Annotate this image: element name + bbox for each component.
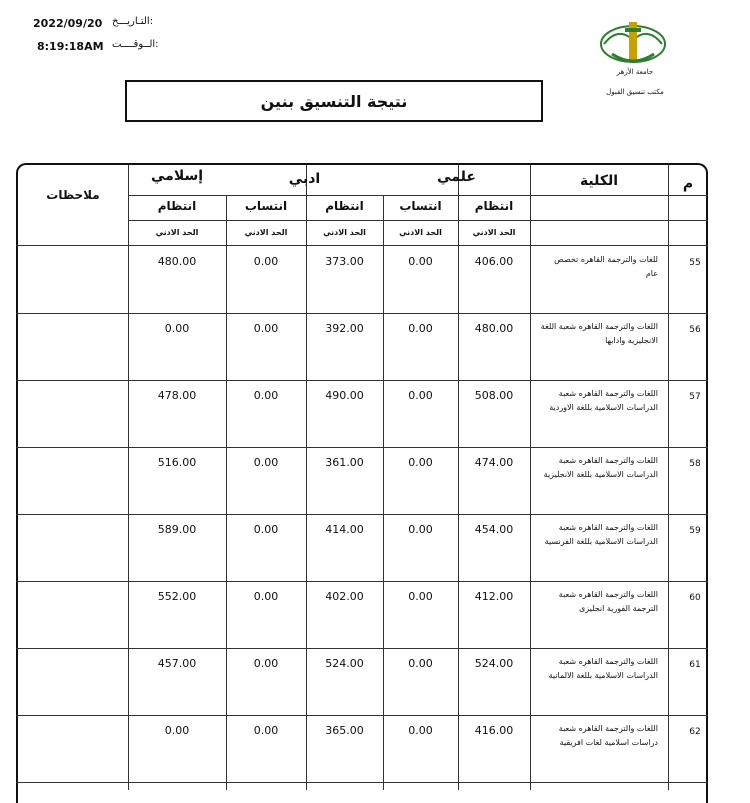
lit-regular-value: 361.00 xyxy=(325,456,364,469)
sci-regular-value: 474.00 xyxy=(474,456,514,469)
sci-regular-value: 412.00 xyxy=(474,590,514,603)
sci-regular-value: 480.00 xyxy=(474,322,514,335)
row-index: 56 xyxy=(689,325,701,335)
lit-regular-value: 524.00 xyxy=(325,657,364,670)
isl-regular-value: 478.00 xyxy=(157,389,197,402)
header-min-grade: الحد الادني xyxy=(472,228,516,237)
header-isl-regular: انتظام xyxy=(157,199,197,213)
row-rule xyxy=(16,447,708,448)
column-rule xyxy=(226,195,227,790)
row-college: اللغات والترجمة القاهره شعبة الدراسات الاسلامية بللغة الالمانية xyxy=(548,657,658,680)
header-scientific: علمي xyxy=(437,169,476,185)
row-rule xyxy=(16,581,708,582)
time-label: الــوقــــت: xyxy=(112,39,159,50)
column-rule xyxy=(530,165,531,790)
row-index: 60 xyxy=(689,593,701,603)
lit-regular-value: 414.00 xyxy=(325,523,364,536)
isl-regular-value: 457.00 xyxy=(157,657,197,670)
sci-affiliation-value: 0.00 xyxy=(408,255,433,268)
header-sci-affiliation: انتساب xyxy=(399,199,442,213)
header-lit-regular: انتظام xyxy=(325,199,364,213)
header-college: الكلية xyxy=(579,173,619,189)
page-title-text: نتيجة التنسيق بنين xyxy=(260,91,408,111)
header-sci-regular: انتظام xyxy=(474,199,514,213)
sci-regular-value: 416.00 xyxy=(474,724,514,737)
row-college: للغات والترجمة القاهره تخصص عام xyxy=(554,255,658,278)
university-logo xyxy=(598,14,668,70)
header-rule xyxy=(128,220,708,221)
sci-regular-value: 524.00 xyxy=(474,657,514,670)
isl-regular-value: 0.00 xyxy=(164,724,190,737)
sci-regular-value: 406.00 xyxy=(474,255,514,268)
sci-affiliation-value: 0.00 xyxy=(408,590,433,603)
sci-regular-value: 508.00 xyxy=(474,389,514,402)
row-rule xyxy=(16,648,708,649)
lit-affiliation-value: 0.00 xyxy=(253,590,279,603)
sci-affiliation-value: 0.00 xyxy=(408,322,433,335)
isl-regular-value: 0.00 xyxy=(164,322,190,335)
column-rule xyxy=(668,165,669,790)
row-college: اللغات والترجمة القاهره شعبة الترجمة الفورية انجليزى xyxy=(558,590,658,613)
row-college: اللغات والترجمة القاهره شعبة الدراسات الاسلامية بللغة الفرنسية xyxy=(544,523,658,546)
column-rule xyxy=(383,195,384,790)
isl-regular-value: 589.00 xyxy=(157,523,197,536)
header-min-grade: الحد الادني xyxy=(155,228,199,237)
row-index: 58 xyxy=(689,459,701,469)
row-college: اللغات والترجمة القاهره شعبة دراسات اسلامية لغات افريقية xyxy=(558,724,658,747)
print-time: 8:19:18AM xyxy=(37,40,104,53)
lit-regular-value: 402.00 xyxy=(325,590,364,603)
row-index: 59 xyxy=(689,526,701,536)
row-index: 62 xyxy=(689,727,701,737)
lit-affiliation-value: 0.00 xyxy=(253,255,279,268)
lit-regular-value: 373.00 xyxy=(325,255,364,268)
lit-affiliation-value: 0.00 xyxy=(253,657,279,670)
lit-affiliation-value: 0.00 xyxy=(253,389,279,402)
row-index: 61 xyxy=(689,660,701,670)
lit-affiliation-value: 0.00 xyxy=(253,456,279,469)
row-index: 57 xyxy=(689,392,701,402)
isl-regular-value: 552.00 xyxy=(157,590,197,603)
header-lit-affiliation: انتساب xyxy=(244,199,288,213)
sci-affiliation-value: 0.00 xyxy=(408,657,433,670)
isl-regular-value: 516.00 xyxy=(157,456,197,469)
office-name: مكتب تنسيق القبول xyxy=(606,88,664,96)
isl-regular-value: 480.00 xyxy=(157,255,197,268)
row-rule xyxy=(16,715,708,716)
row-college: اللغات والترجمة القاهره شعبة اللغة الانجليزيه وادابها xyxy=(540,322,658,345)
sci-affiliation-value: 0.00 xyxy=(408,523,433,536)
lit-affiliation-value: 0.00 xyxy=(253,322,279,335)
lit-regular-value: 392.00 xyxy=(325,322,364,335)
lit-regular-value: 490.00 xyxy=(325,389,364,402)
page-title xyxy=(125,80,543,122)
row-college: اللغات والترجمة القاهره شعبة الدراسات الاسلامية بللغة الانجليزية xyxy=(543,456,658,479)
row-college: اللغات والترجمة القاهره شعبة الدراسات الاسلامية بللغة الاوردية xyxy=(549,389,658,412)
sci-affiliation-value: 0.00 xyxy=(408,724,433,737)
header-rule xyxy=(128,195,708,196)
row-rule xyxy=(16,380,708,381)
row-rule xyxy=(16,514,708,515)
row-index: 55 xyxy=(689,258,701,268)
print-date: 2022/09/20 xyxy=(33,17,103,30)
lit-regular-value: 365.00 xyxy=(325,724,364,737)
header-notes: ملاحظات xyxy=(46,188,100,202)
date-label: التـاريـــخ: xyxy=(112,16,154,27)
header-min-grade: الحد الادني xyxy=(323,228,366,237)
sci-regular-value: 454.00 xyxy=(474,523,514,536)
header-index: م xyxy=(682,176,694,192)
university-name: جامعة الأزهر xyxy=(616,68,654,76)
header-islamic: إسلامي xyxy=(150,168,204,184)
sci-affiliation-value: 0.00 xyxy=(408,456,433,469)
header-literary: ادبي xyxy=(288,171,321,187)
row-rule xyxy=(16,782,708,783)
row-rule xyxy=(16,313,708,314)
header-min-grade: الحد الادني xyxy=(244,228,288,237)
lit-affiliation-value: 0.00 xyxy=(253,523,279,536)
sci-affiliation-value: 0.00 xyxy=(408,389,433,402)
header-min-grade: الحد الادني xyxy=(399,228,442,237)
lit-affiliation-value: 0.00 xyxy=(253,724,279,737)
header-rule xyxy=(16,245,708,246)
